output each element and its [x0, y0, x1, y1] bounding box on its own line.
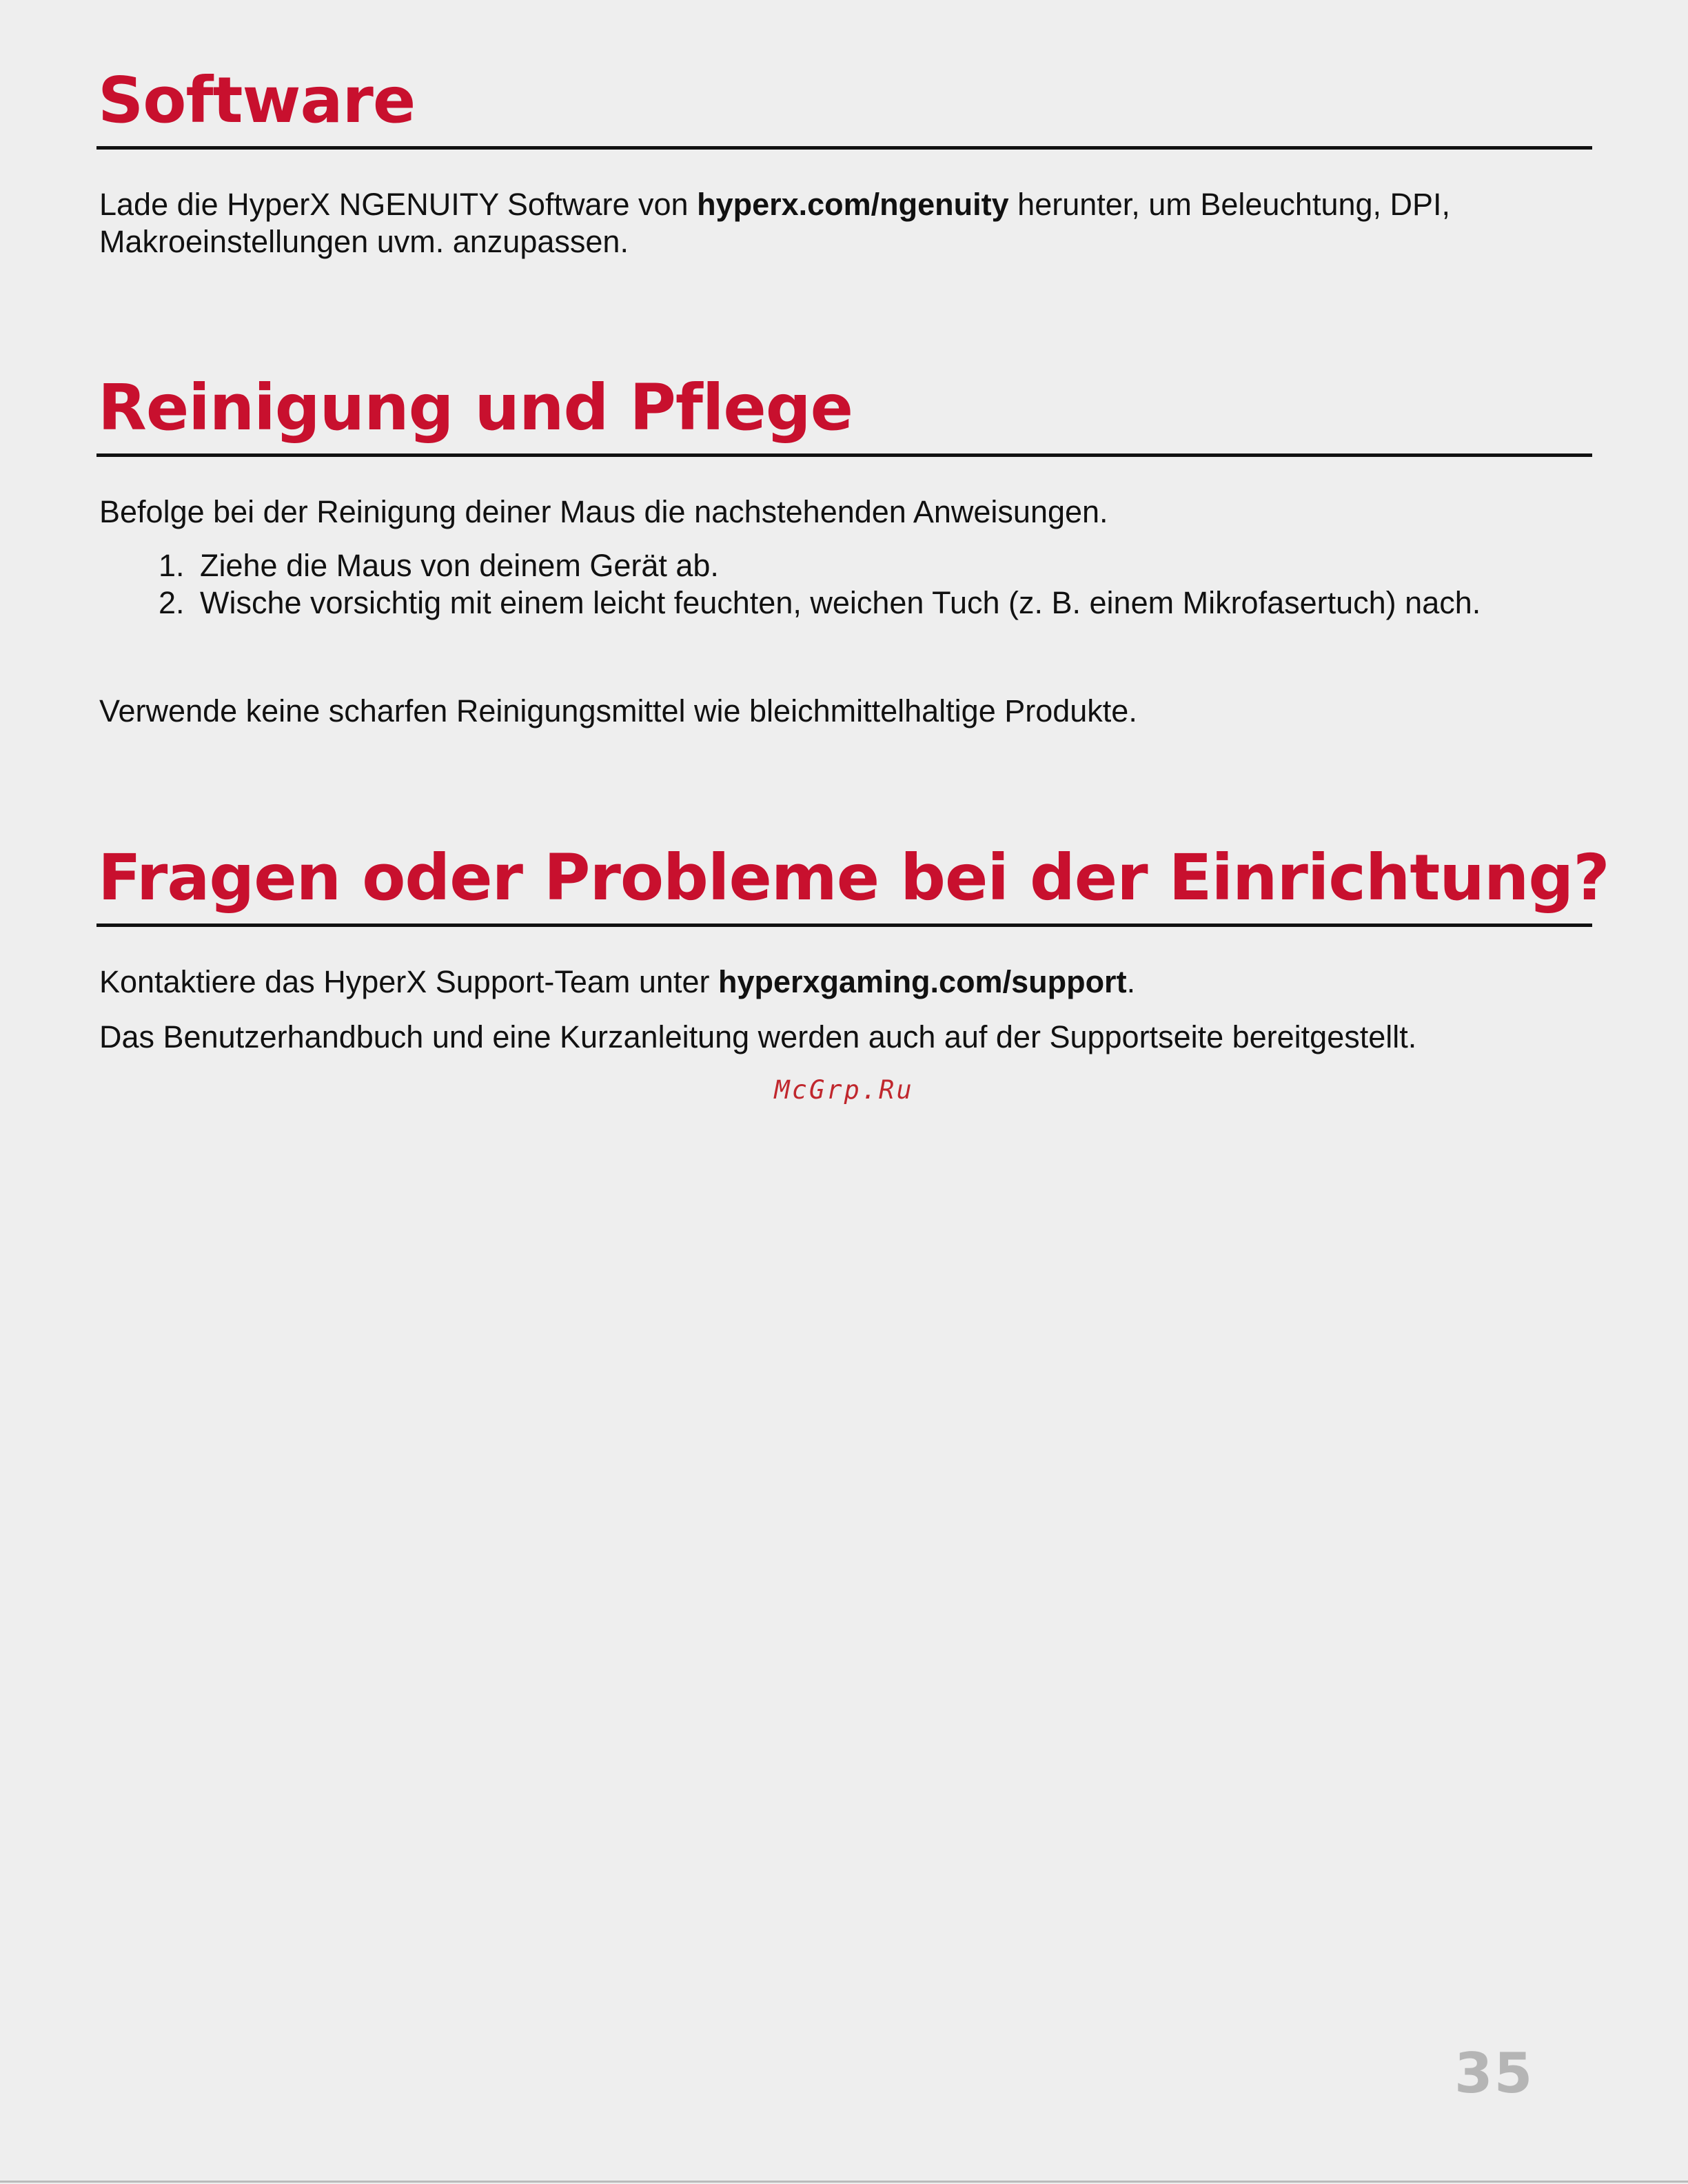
software-heading: Software — [98, 63, 416, 137]
software-text-before: Lade die HyperX NGENUITY Software von — [99, 187, 698, 222]
software-text-after: herunter, um Beleuchtung, DPI, — [1008, 187, 1451, 222]
list-item — [99, 547, 719, 584]
page-bottom-edge — [0, 2181, 1688, 2183]
step-text: Wische vorsichtig mit einem leicht feuchten, weichen Tuch (z. B. einem Mikrofasertuch) nach. — [200, 585, 1481, 620]
cleaning-warning: Verwende keine scharfen Reinigungsmittel wie bleichmittelhaltige Produkte. — [99, 693, 1137, 728]
step-text: Ziehe die Maus von deinem Gerät ab. — [200, 548, 719, 583]
software-paragraph — [99, 186, 1450, 261]
support-heading: Fragen oder Probleme bei der Einrichtung? — [98, 841, 1609, 915]
cleaning-intro: Befolge bei der Reinigung deiner Maus die nachstehenden Anweisungen. — [99, 494, 1108, 529]
support-contact — [99, 963, 1135, 1001]
watermark: McGrp.Ru — [774, 1075, 914, 1105]
ngenuity-link[interactable]: hyperx.com/ngenuity — [697, 187, 1009, 222]
support-link[interactable]: hyperxgaming.com/support — [718, 964, 1127, 999]
page-number: 35 — [1454, 2041, 1534, 2105]
cleaning-heading: Reinigung und Pflege — [98, 371, 853, 445]
support-manual-text: Das Benutzerhandbuch und eine Kurzanleitung werden auch auf der Supportseite bereitgestellt. — [99, 1019, 1417, 1054]
support-contact-after: . — [1126, 964, 1136, 999]
cleaning-divider — [96, 453, 1592, 457]
software-divider — [96, 146, 1592, 150]
step-number: 1. — [159, 548, 185, 583]
support-contact-before: Kontaktiere das HyperX Support-Team unter — [99, 964, 718, 999]
support-divider — [96, 923, 1592, 927]
list-item — [99, 584, 1481, 622]
software-text-line2: Makroeinstellungen uvm. anzupassen. — [99, 224, 629, 259]
step-number: 2. — [159, 585, 185, 620]
